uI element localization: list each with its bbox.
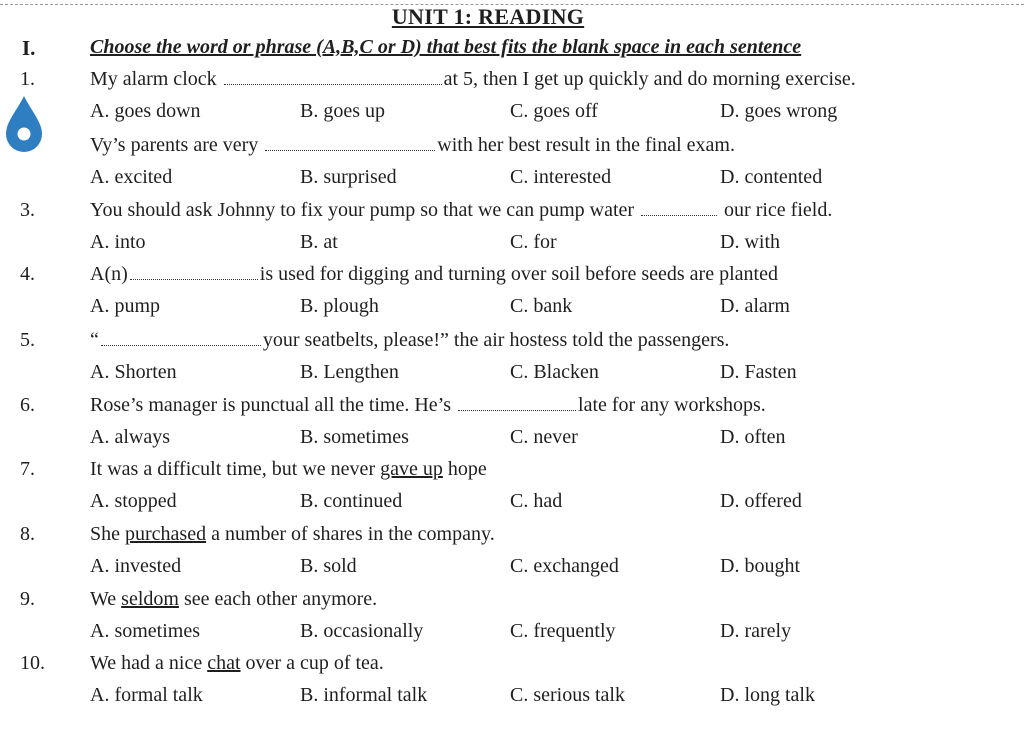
question-stem: A(n) is used for digging and turning over soil before seeds are planted [90,263,778,285]
underlined-phrase: seldom [121,588,179,610]
section-instruction: Choose the word or phrase (A,B,C or D) that best fits the blank space in each sentence [90,36,802,58]
question-number: 7. [20,458,35,480]
question-3 [0,199,1024,263]
option-d[interactable]: D. rarely [720,620,792,642]
question-5 [0,329,1024,393]
underlined-phrase: chat [207,652,241,674]
question-number: 5. [20,329,35,351]
option-a[interactable]: A. invested [90,555,182,577]
question-1 [0,68,1024,132]
option-c[interactable]: C. exchanged [510,555,619,577]
option-c[interactable]: C. goes off [510,100,598,122]
blank-line [130,265,258,280]
question-9 [0,588,1024,652]
option-a[interactable]: A. goes down [90,100,201,122]
question-number: 9. [20,588,35,610]
option-a[interactable]: A. sometimes [90,620,200,642]
option-a[interactable]: A. pump [90,295,160,317]
question-stem: Rose’s manager is punctual all the time. He’s late for any workshops. [90,394,766,416]
option-d[interactable]: D. contented [720,166,823,188]
question-number: 1. [20,68,35,90]
question-stem: We had a nice chat over a cup of tea. [90,652,384,674]
option-b[interactable]: B. at [300,231,338,253]
option-b[interactable]: B. informal talk [300,684,428,706]
underlined-phrase: purchased [125,523,207,545]
question-stem: It was a difficult time, but we never gave up hope [90,458,487,480]
option-b[interactable]: B. sold [300,555,357,577]
option-c[interactable]: C. frequently [510,620,616,642]
option-a[interactable]: A. always [90,426,170,448]
option-d[interactable]: D. often [720,426,786,448]
question-number: 10. [20,652,45,674]
option-a[interactable]: A. stopped [90,490,177,512]
question-number: 6. [20,394,35,416]
option-d[interactable]: D. Fasten [720,361,797,383]
question-4 [0,263,1024,327]
blank-line [224,70,442,85]
option-a[interactable]: A. excited [90,166,173,188]
section-number: I. [22,36,36,60]
option-b[interactable]: B. plough [300,295,379,317]
option-b[interactable]: B. sometimes [300,426,409,448]
question-number: 8. [20,523,35,545]
question-number: 4. [20,263,35,285]
option-a[interactable]: A. into [90,231,146,253]
unit-title: UNIT 1: READING [391,4,585,29]
option-d[interactable]: D. goes wrong [720,100,838,122]
question-number: 3. [20,199,35,221]
option-c[interactable]: C. bank [510,295,573,317]
blank-line [641,201,717,216]
blank-line [265,136,435,151]
option-c[interactable]: C. interested [510,166,612,188]
question-6 [0,394,1024,458]
question-stem: My alarm clock at 5, then I get up quickly and do morning exercise. [90,68,856,90]
question-stem: We seldom see each other anymore. [90,588,378,610]
question-7 [0,458,1024,522]
option-c[interactable]: C. for [510,231,557,253]
option-d[interactable]: D. alarm [720,295,790,317]
option-d[interactable]: D. offered [720,490,802,512]
option-b[interactable]: B. continued [300,490,403,512]
question-8 [0,523,1024,587]
option-c[interactable]: C. never [510,426,578,448]
option-b[interactable]: B. goes up [300,100,385,122]
question-stem: You should ask Johnny to fix your pump so that we can pump water our rice field. [90,199,833,221]
blank-line [101,331,261,346]
option-d[interactable]: D. with [720,231,780,253]
question-2 [0,134,1024,198]
option-a[interactable]: A. Shorten [90,361,177,383]
option-c[interactable]: C. serious talk [510,684,625,706]
question-stem: She purchased a number of shares in the company. [90,523,495,545]
option-d[interactable]: D. bought [720,555,800,577]
underlined-phrase: gave up [380,458,443,480]
blank-line [458,396,576,411]
question-stem: Vy’s parents are very with her best result in the final exam. [90,134,735,156]
question-stem: “ your seatbelts, please!” the air hostess told the passengers. [90,329,730,351]
option-b[interactable]: B. Lengthen [300,361,399,383]
option-c[interactable]: C. Blacken [510,361,599,383]
option-b[interactable]: B. occasionally [300,620,424,642]
question-10 [0,652,1024,716]
option-b[interactable]: B. surprised [300,166,397,188]
option-c[interactable]: C. had [510,490,563,512]
option-d[interactable]: D. long talk [720,684,815,706]
option-a[interactable]: A. formal talk [90,684,203,706]
